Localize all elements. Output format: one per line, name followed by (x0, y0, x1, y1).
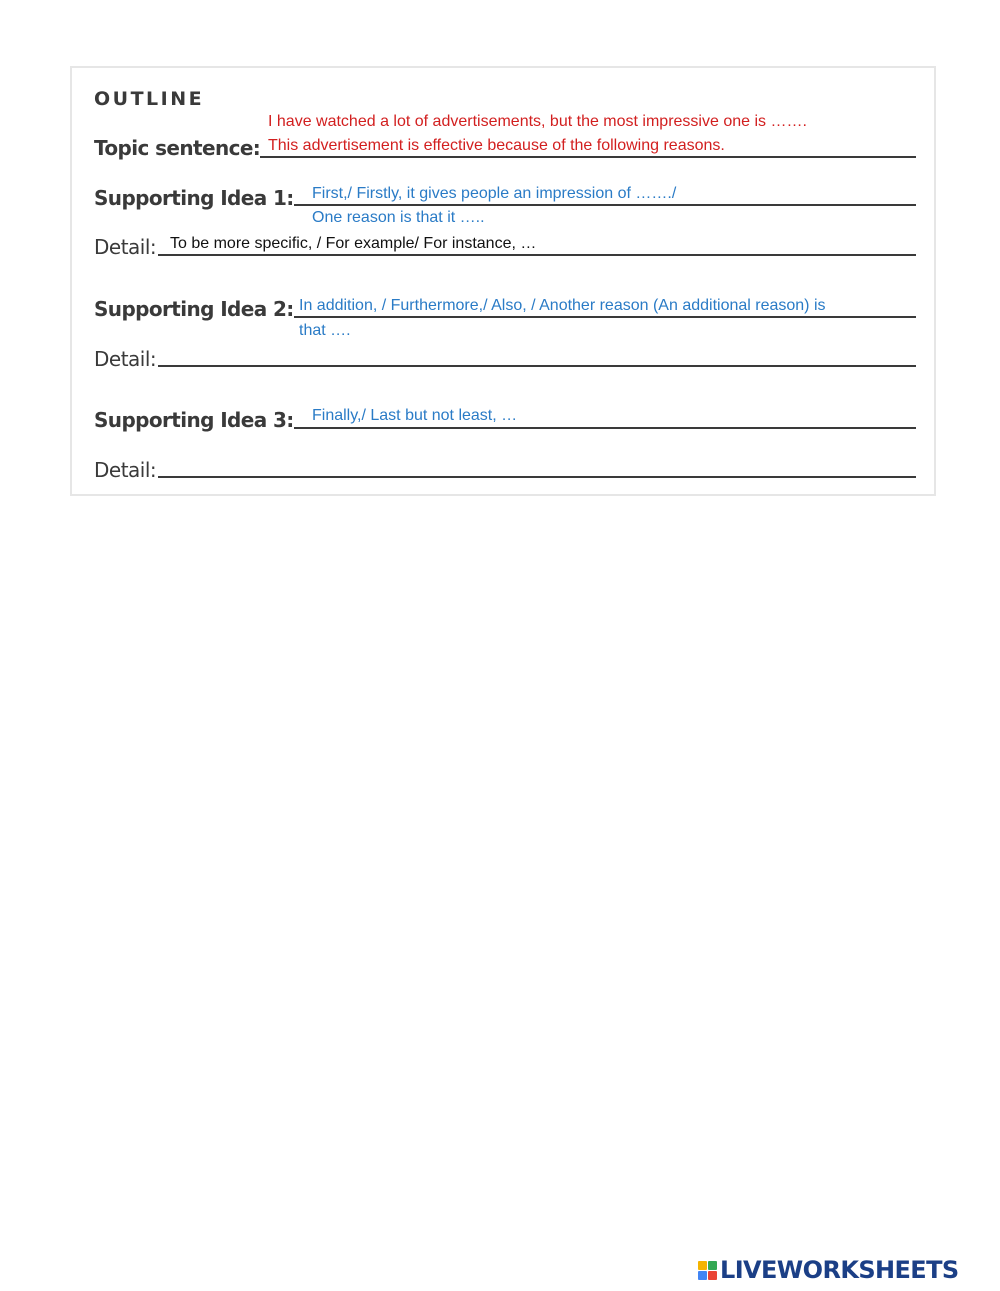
topic-sentence-text-2: This advertisement is effective because of the following reasons. (268, 137, 725, 154)
liveworksheets-brand-text: LIVEWORKSHEETS (720, 1256, 959, 1284)
supporting-idea-1-text-2: One reason is that it ….. (312, 209, 485, 226)
detail-1-label: Detail: (94, 235, 157, 259)
topic-sentence-label: Topic sentence: (94, 136, 261, 160)
logo-mark-cell-i (708, 1261, 717, 1270)
outline-heading: OUTLINE (94, 88, 205, 110)
logo-mark-cell-l (698, 1261, 707, 1270)
detail-1-text: To be more specific, / For example/ For instance, … (170, 235, 537, 252)
detail-3-line (158, 476, 916, 478)
topic-sentence-line (260, 156, 916, 158)
detail-2-label: Detail: (94, 347, 157, 371)
supporting-idea-3-text-1: Finally,/ Last but not least, … (312, 407, 518, 424)
detail-1-line (158, 254, 916, 256)
topic-sentence-text-1: I have watched a lot of advertisements, but the most impressive one is ……. (268, 113, 807, 130)
supporting-idea-1-text-1: First,/ Firstly, it gives people an impression of ……./ (312, 185, 677, 202)
liveworksheets-mark-icon (698, 1261, 717, 1280)
supporting-idea-2-text-1: In addition, / Furthermore,/ Also, / Another reason (An additional reason) is (299, 297, 826, 314)
liveworksheets-logo (698, 1255, 959, 1285)
supporting-idea-1-label: Supporting Idea 1: (94, 186, 294, 210)
logo-mark-cell-e (708, 1271, 717, 1280)
detail-2-line (158, 365, 916, 367)
supporting-idea-3-label: Supporting Idea 3: (94, 408, 294, 432)
supporting-idea-2-line (294, 316, 916, 318)
supporting-idea-2-label: Supporting Idea 2: (94, 297, 294, 321)
detail-3-label: Detail: (94, 458, 157, 482)
supporting-idea-3-line (294, 427, 916, 429)
supporting-idea-2-text-2: that …. (299, 322, 351, 339)
outline-card (70, 66, 936, 496)
supporting-idea-1-line (294, 204, 916, 206)
logo-mark-cell-v (698, 1271, 707, 1280)
